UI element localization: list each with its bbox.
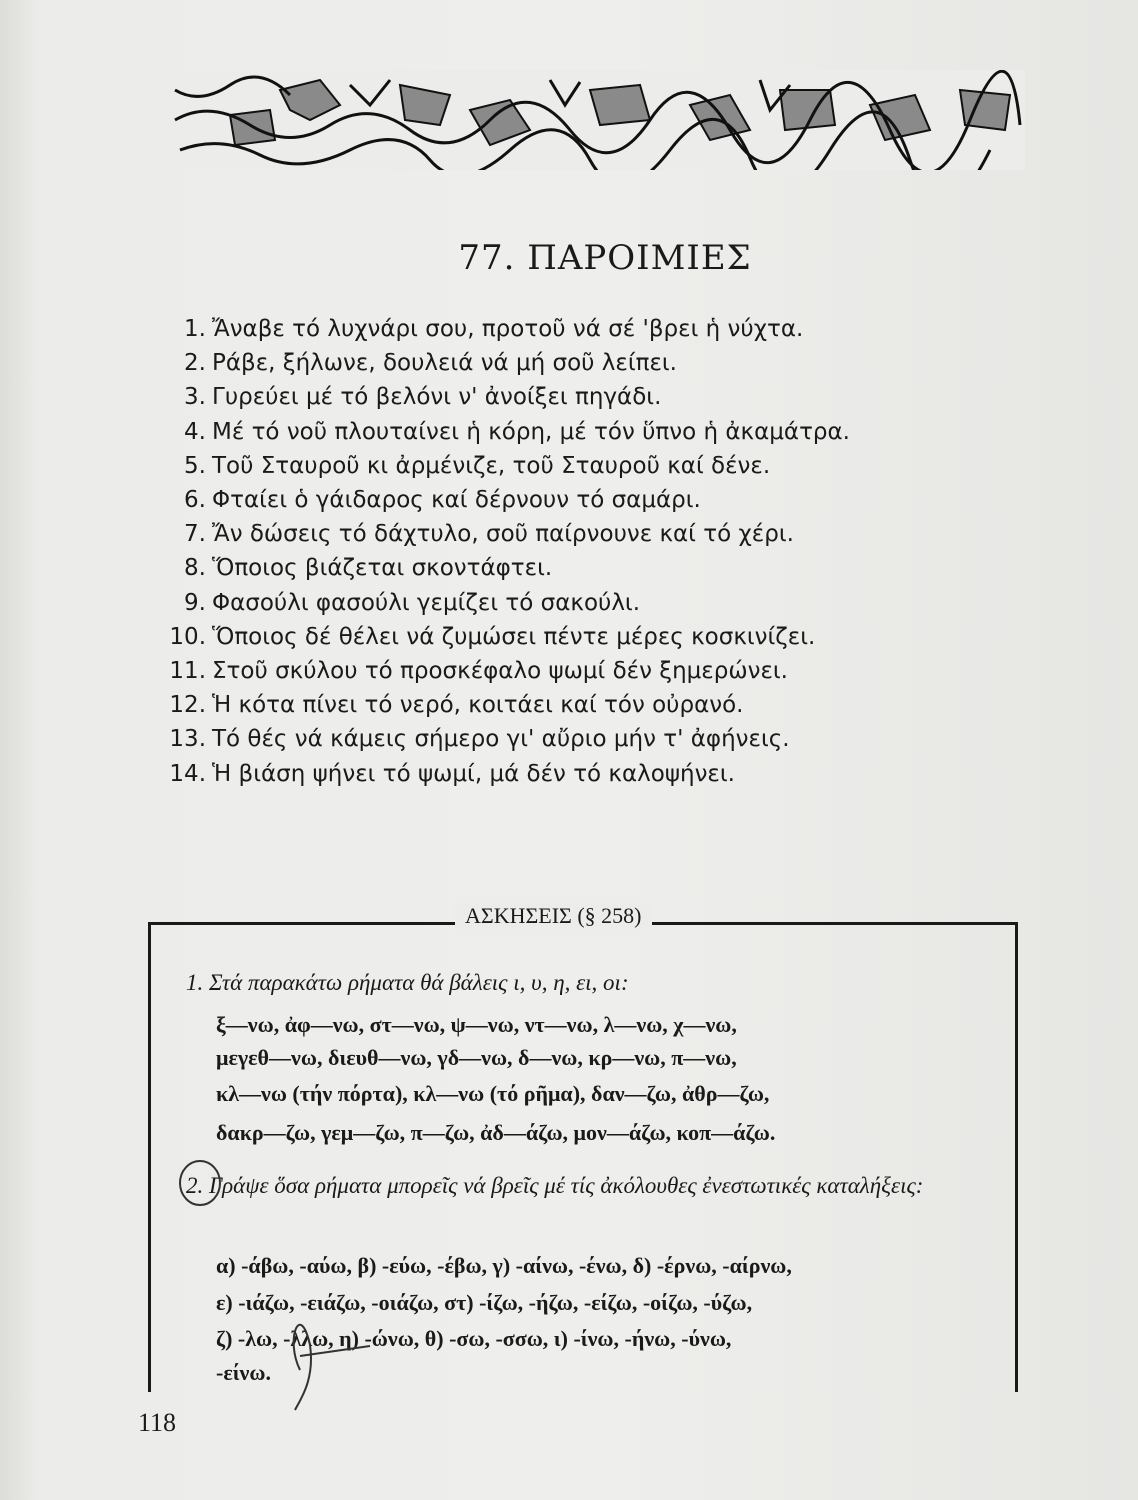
item-number: 12. xyxy=(169,692,206,719)
list-item xyxy=(150,449,1030,483)
list-item xyxy=(150,517,1030,551)
proverb-text: Ὅποιος δέ θέλει νά ζυμώσει πέντε μέρες κοσκινίζει. xyxy=(212,623,816,650)
item-number: 11. xyxy=(169,657,206,684)
proverb-text: Ἄν δώσεις τό δάχτυλο, σοῦ παίρνουνε καί τό χέρι. xyxy=(212,521,794,548)
exercise-1-line: δακρ—ζω, γεμ—ζω, π—ζω, ἀδ—άζω, μον—άζω, κοπ—άζω. xyxy=(216,1120,776,1145)
proverb-text: Στοῦ σκύλου τό προσκέφαλο ψωμί δέν ξημερώνει. xyxy=(212,657,788,684)
item-number: 9. xyxy=(184,589,206,616)
exercise-2-line: -είνω. xyxy=(216,1360,271,1385)
proverb-text: Φταίει ὁ γάιδαρος καί δέρνουν τό σαμάρι. xyxy=(212,487,701,514)
proverb-text: Φασούλι φασούλι γεμίζει τό σακούλι. xyxy=(212,589,641,616)
list-item xyxy=(150,620,1030,654)
exercise-1-line: κλ—νω (τήν πόρτα), κλ—νω (τό ρῆμα), δαν—ζω, ἀθρ—ζω, xyxy=(216,1081,770,1106)
exercise-1-instruction: 1. Στά παρακάτω ρήματα θά βάλεις ι, υ, η, ει, οι: xyxy=(186,970,629,995)
proverb-text: Γυρεύει μέ τό βελόνι ν' ἀνοίξει πηγάδι. xyxy=(212,384,662,411)
item-number: 6. xyxy=(184,487,206,514)
list-item xyxy=(150,551,1030,585)
proverb-text: Τοῦ Σταυροῦ κι ἀρμένιζε, τοῦ Σταυροῦ καί δένε. xyxy=(212,452,771,479)
item-number: 5. xyxy=(184,452,206,479)
page-title: 77. ΠΑΡΟΙΜΙΕΣ xyxy=(458,238,752,278)
item-number: 10. xyxy=(169,623,206,650)
list-item xyxy=(150,586,1030,620)
list-item xyxy=(150,688,1030,722)
proverb-text: Μέ τό νοῦ πλουταίνει ἡ κόρη, μέ τόν ὕπνο ἡ ἀκαμάτρα. xyxy=(212,418,850,445)
exercise-2-instruction: 2. Γράψε ὅσα ρήματα μπορεῖς νά βρεῖς μέ τίς ἀκόλουθες ἐνεστωτικές καταλήξεις: xyxy=(186,1173,924,1198)
list-item xyxy=(150,654,1030,688)
list-item xyxy=(150,722,1030,756)
proverb-list xyxy=(150,312,1030,791)
list-item xyxy=(150,415,1030,449)
item-number: 4. xyxy=(184,418,206,445)
exercise-2-line: ε) -ιάζω, -ειάζω, -οιάζω, στ) -ίζω, -ήζω, -είζω, -οίζω, -ύζω, xyxy=(216,1290,753,1315)
decorative-leaf-banner xyxy=(170,70,1025,170)
exercise-1-line: ξ—νω, ἀφ—νω, στ—νω, ψ—νω, ντ—νω, λ—νω, χ—νω, xyxy=(216,1012,737,1037)
proverb-text: Ράβε, ξήλωνε, δουλειά νά μή σοῦ λείπει. xyxy=(212,350,677,377)
list-item xyxy=(150,483,1030,517)
item-number: 3. xyxy=(184,384,206,411)
proverb-text: Ὅποιος βιάζεται σκοντάφτει. xyxy=(212,555,553,582)
item-number: 1. xyxy=(184,316,206,343)
exercise-2-line: ζ) -λω, -λλω, η) -ώνω, θ) -σω, -σσω, ι) -ίνω, -ήνω, -ύνω, xyxy=(216,1326,732,1351)
item-number: 13. xyxy=(169,726,206,753)
list-item xyxy=(150,346,1030,380)
item-number: 14. xyxy=(169,760,206,787)
list-item xyxy=(150,756,1030,790)
exercises-title: ΑΣΚΗΣΕΙΣ (§ 258) xyxy=(455,903,652,929)
proverb-text: Τό θές νά κάμεις σήμερο γι' αὔριο μήν τ' ἀφήνεις. xyxy=(212,726,790,753)
exercise-1-line: μεγεθ—νω, διευθ—νω, γδ—νω, δ—νω, κρ—νω, π—νω, xyxy=(216,1045,737,1070)
page-number: 118 xyxy=(138,1408,177,1437)
proverb-text: Ἡ βιάση ψήνει τό ψωμί, μά δέν τό καλοψήνει. xyxy=(212,760,735,787)
list-item xyxy=(150,312,1030,346)
proverb-text: Ἄναβε τό λυχνάρι σου, προτοῦ νά σέ 'βρει ἡ νύχτα. xyxy=(212,316,804,343)
item-number: 8. xyxy=(184,555,206,582)
item-number: 7. xyxy=(184,521,206,548)
exercise-2-line: α) -άβω, -αύω, β) -εύω, -έβω, γ) -αίνω, -ένω, δ) -έρνω, -αίρνω, xyxy=(216,1253,792,1278)
item-number: 2. xyxy=(184,350,206,377)
proverb-text: Ἡ κότα πίνει τό νερό, κοιτάει καί τόν οὐρανό. xyxy=(212,692,744,719)
list-item xyxy=(150,380,1030,414)
